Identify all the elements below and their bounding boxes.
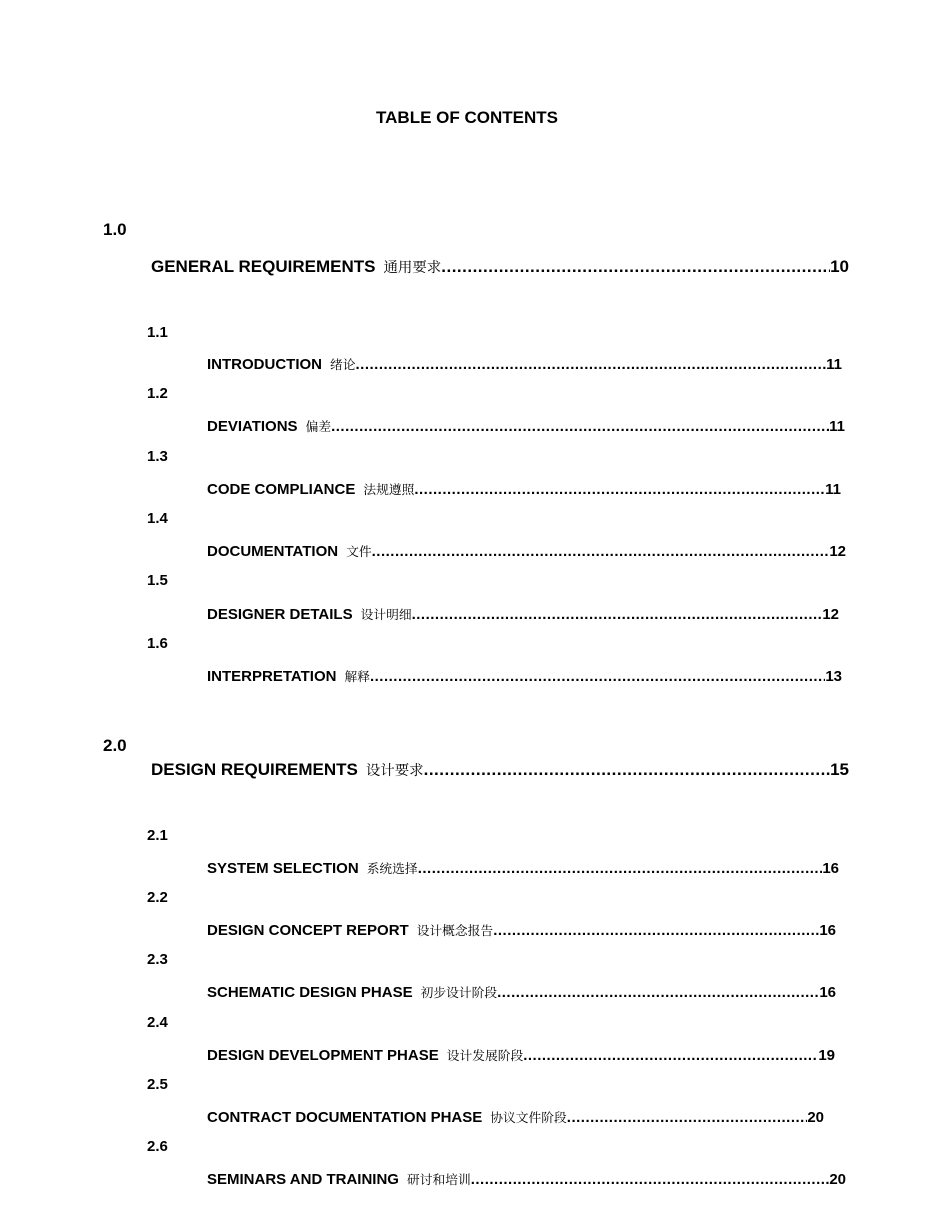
entry-title: CONTRACT DOCUMENTATION PHASE <box>207 1109 483 1126</box>
toc-entry-design-development-phase[interactable] <box>207 1045 835 1064</box>
toc-entry-designer-details[interactable] <box>207 604 839 623</box>
entry-title: SEMINARS AND TRAINING <box>207 1171 399 1188</box>
page-number: 12 <box>822 606 839 623</box>
subsection-number: 1.6 <box>147 635 168 652</box>
dot-leader <box>414 481 825 498</box>
toc-entry-documentation[interactable] <box>207 541 846 560</box>
entry-title: SYSTEM SELECTION <box>207 860 359 877</box>
page-number: 20 <box>829 1171 846 1188</box>
subsection-number: 2.4 <box>147 1014 168 1031</box>
page-number: 11 <box>825 481 841 498</box>
entry-title: INTRODUCTION <box>207 356 322 373</box>
toc-entry-contract-documentation-phase[interactable] <box>207 1107 824 1126</box>
subsection-number: 1.3 <box>147 448 168 465</box>
section-number: 2.0 <box>103 736 127 755</box>
entry-title-cn: 初步设计阶段 <box>420 986 498 1001</box>
subsection-number: 1.4 <box>147 510 168 527</box>
dot-leader <box>331 418 829 435</box>
entry-title-cn: 通用要求 <box>383 260 442 276</box>
entry-title-cn: 系统选择 <box>366 862 418 877</box>
toc-entry-code-compliance[interactable] <box>207 479 841 498</box>
dot-leader <box>424 760 830 780</box>
page-number: 20 <box>807 1109 824 1126</box>
entry-title-cn: 设计明细 <box>360 608 412 623</box>
entry-title: DOCUMENTATION <box>207 543 339 560</box>
subsection-number: 2.1 <box>147 827 168 844</box>
entry-title-cn: 设计概念报告 <box>416 924 494 939</box>
page-title: TABLE OF CONTENTS <box>376 108 558 127</box>
entry-title: DEVIATIONS <box>207 418 298 435</box>
entry-title-cn: 设计发展阶段 <box>446 1049 524 1064</box>
page-number: 16 <box>822 860 839 877</box>
toc-entry-design-concept-report[interactable] <box>207 920 836 939</box>
toc-entry-interpretation[interactable] <box>207 666 842 685</box>
entry-title: DESIGN REQUIREMENTS <box>151 760 358 779</box>
dot-leader <box>372 543 830 560</box>
page-number: 11 <box>829 418 845 435</box>
dot-leader <box>412 606 823 623</box>
dot-leader <box>523 1047 818 1064</box>
dot-leader <box>493 922 819 939</box>
subsection-number: 2.5 <box>147 1076 168 1093</box>
subsection-number: 2.3 <box>147 951 168 968</box>
entry-title: SCHEMATIC DESIGN PHASE <box>207 984 413 1001</box>
toc-entry-seminars-and-training[interactable] <box>207 1169 846 1188</box>
toc-entry-design-requirements[interactable] <box>151 759 849 780</box>
dot-leader <box>370 668 825 685</box>
entry-title-cn: 法规遵照 <box>363 483 415 498</box>
entry-title: DESIGN CONCEPT REPORT <box>207 922 409 939</box>
dot-leader <box>471 1171 830 1188</box>
entry-title-cn: 协议文件阶段 <box>490 1111 567 1126</box>
entry-title: INTERPRETATION <box>207 668 337 685</box>
dot-leader <box>441 257 830 277</box>
entry-title: DESIGNER DETAILS <box>207 606 353 623</box>
entry-title: CODE COMPLIANCE <box>207 481 356 498</box>
subsection-number: 2.6 <box>147 1138 168 1155</box>
page-number: 12 <box>829 543 846 560</box>
section-number: 1.0 <box>103 220 127 239</box>
entry-title-cn: 绪论 <box>330 358 356 373</box>
page-number: 10 <box>830 257 849 276</box>
subsection-number: 1.1 <box>147 324 168 341</box>
entry-title-cn: 设计要求 <box>365 763 424 779</box>
subsection-number: 2.2 <box>147 889 168 906</box>
dot-leader <box>356 356 827 373</box>
subsection-number: 1.2 <box>147 385 168 402</box>
page-number: 15 <box>830 760 849 779</box>
toc-entry-introduction[interactable] <box>207 354 842 373</box>
page-number: 16 <box>819 984 836 1001</box>
page-number: 13 <box>825 668 842 685</box>
entry-title: DESIGN DEVELOPMENT PHASE <box>207 1047 439 1064</box>
page-number: 16 <box>819 922 836 939</box>
toc-entry-schematic-design-phase[interactable] <box>207 982 836 1001</box>
subsection-number: 1.5 <box>147 572 168 589</box>
page-number: 19 <box>818 1047 835 1064</box>
dot-leader <box>567 1109 808 1126</box>
toc-entry-general-requirements[interactable] <box>151 256 849 277</box>
entry-title-cn: 研讨和培训 <box>406 1173 471 1188</box>
entry-title-cn: 解释 <box>344 670 370 685</box>
toc-entry-system-selection[interactable] <box>207 858 839 877</box>
dot-leader <box>497 984 819 1001</box>
toc-entry-deviations[interactable] <box>207 416 845 435</box>
page-number: 11 <box>826 356 842 373</box>
entry-title: GENERAL REQUIREMENTS <box>151 257 376 276</box>
entry-title-cn: 文件 <box>346 545 372 560</box>
entry-title-cn: 偏差 <box>305 420 332 435</box>
dot-leader <box>418 860 823 877</box>
